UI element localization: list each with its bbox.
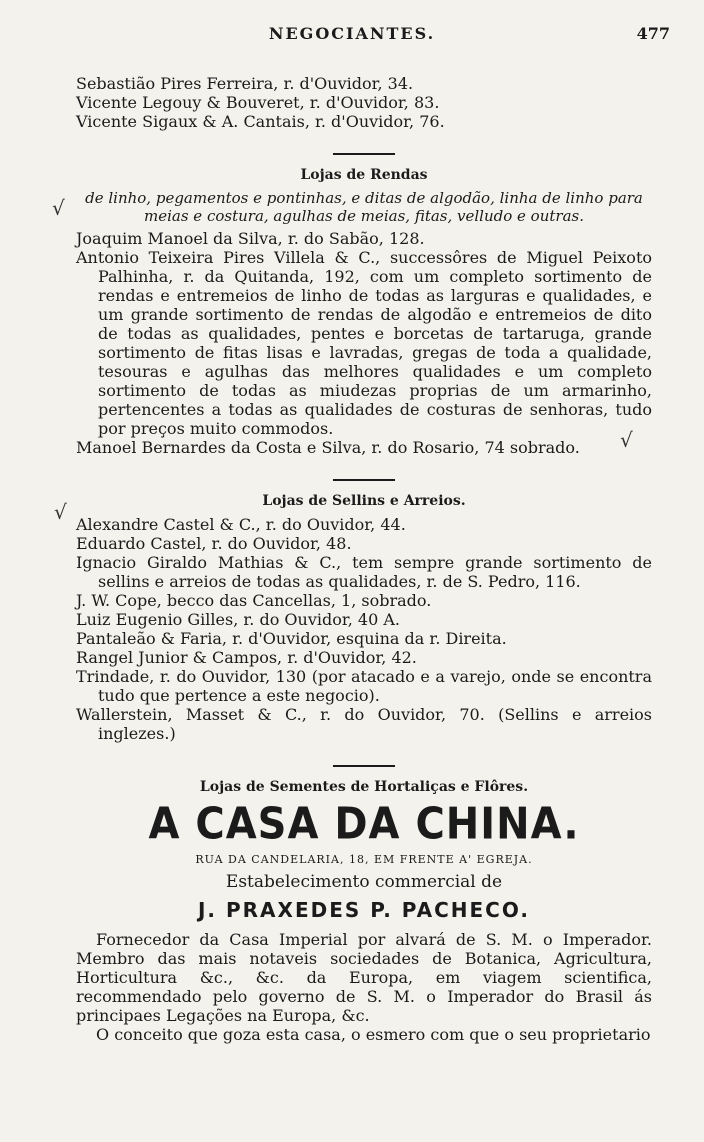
list-entry: Trindade, r. do Ouvidor, 130 (por atacado e a varejo, onde se encontra tudo que pertence a este negocio). [76, 667, 652, 705]
page-number: 477 [636, 24, 670, 43]
section-divider [333, 153, 395, 155]
margin-checkmark: √ [52, 196, 65, 220]
section-title: Lojas de Rendas [300, 167, 428, 183]
running-head: NEGOCIANTES. [268, 24, 436, 43]
page-header [0, 20, 704, 60]
list-entry: Ignacio Giraldo Mathias & C., tem sempre grande sortimento de sellins e arreios de todas as qualidades, r. de S. Pedro, 116. [76, 553, 652, 591]
section-description: de linho, pegamentos e pontinhas, e ditas de algodão, linha de linho para meias e costura, agulhas de meias, fitas, velludo e outras. [85, 189, 643, 225]
section-divider [333, 765, 395, 767]
list-entry: Rangel Junior & Campos, r. d'Ouvidor, 42. [76, 648, 417, 667]
list-entry: Joaquim Manoel da Silva, r. do Sabão, 128. [76, 229, 425, 248]
section-title: Lojas de Sementes de Hortaliças e Flôres. [199, 779, 529, 795]
section-lojas-de-sementes [76, 779, 652, 1044]
list-entry: Pantaleão & Faria, r. d'Ouvidor, esquina da r. Direita. [76, 629, 507, 648]
list-entry: Luiz Eugenio Gilles, r. do Ouvidor, 40 A. [76, 610, 401, 629]
section-negociantes [76, 74, 652, 131]
page-content [76, 74, 652, 1044]
advertisement-paragraph: Fornecedor da Casa Imperial por alvará de S. M. o Imperador. Membro das mais notaveis sociedades de Botanica, Agricultura, Horticultura &c., &c. da Europa, em viagem scientifica, recommendado pelo governo de S. M. o Imperador do Brasil ás principaes Legações na Europa, &c. [76, 930, 652, 1025]
advertisement-paragraph: O conceito que goza esta casa, o esmero com que o seu proprietario [96, 1025, 651, 1044]
section-lojas-de-sellins [76, 493, 652, 743]
list-entry: Vicente Legouy & Bouveret, r. d'Ouvidor, 83. [76, 93, 440, 112]
list-entry: Sebastião Pires Ferreira, r. d'Ouvidor, 34. [76, 74, 414, 93]
advertisement-title: A CASA DA CHINA. [148, 798, 580, 850]
advertisement-establishment: Estabelecimento commercial de [225, 872, 503, 892]
margin-checkmark: √ [54, 500, 67, 524]
advertisement-owner: J. PRAXEDES P. PACHECO. [197, 898, 530, 922]
list-entry: J. W. Cope, becco das Cancellas, 1, sobrado. [76, 591, 432, 610]
list-entry: Alexandre Castel & C., r. do Ouvidor, 44. [76, 515, 406, 534]
advertisement-address: RUA DA CANDELARIA, 18, EM FRENTE A' EGREJA. [195, 853, 533, 866]
list-entry: Wallerstein, Masset & C., r. do Ouvidor, 70. (Sellins e arreios inglezes.) [76, 705, 652, 743]
list-entry: Manoel Bernardes da Costa e Silva, r. do Rosario, 74 sobrado. [76, 438, 580, 457]
list-entry: Vicente Sigaux & A. Cantais, r. d'Ouvidor, 76. [76, 112, 445, 131]
section-title: Lojas de Sellins e Arreios. [262, 493, 466, 509]
section-divider [333, 479, 395, 481]
margin-checkmark: √ [620, 428, 633, 452]
list-entry: Eduardo Castel, r. do Ouvidor, 48. [76, 534, 352, 553]
section-lojas-de-rendas [76, 167, 652, 457]
list-entry: Antonio Teixeira Pires Villela & C., successôres de Miguel Peixoto Palhinha, r. da Quitanda, 192, com um completo sortimento de rendas e entremeios de linho de todas as larguras e qualidades, e um grande sortimento de rendas de algodão e entremeios de dito de todas as qualidades, pentes e borcetas de tartaruga, grande sortimento de fitas lisas e lavradas, gregas de toda a qualidade, tesouras e agulhas das melhores qualidades e um completo sortimento de todas as miudezas proprias de um armarinho, pertencentes a todas as qualidades de costuras de senhoras, tudo por preços muito commodos. [76, 248, 652, 438]
